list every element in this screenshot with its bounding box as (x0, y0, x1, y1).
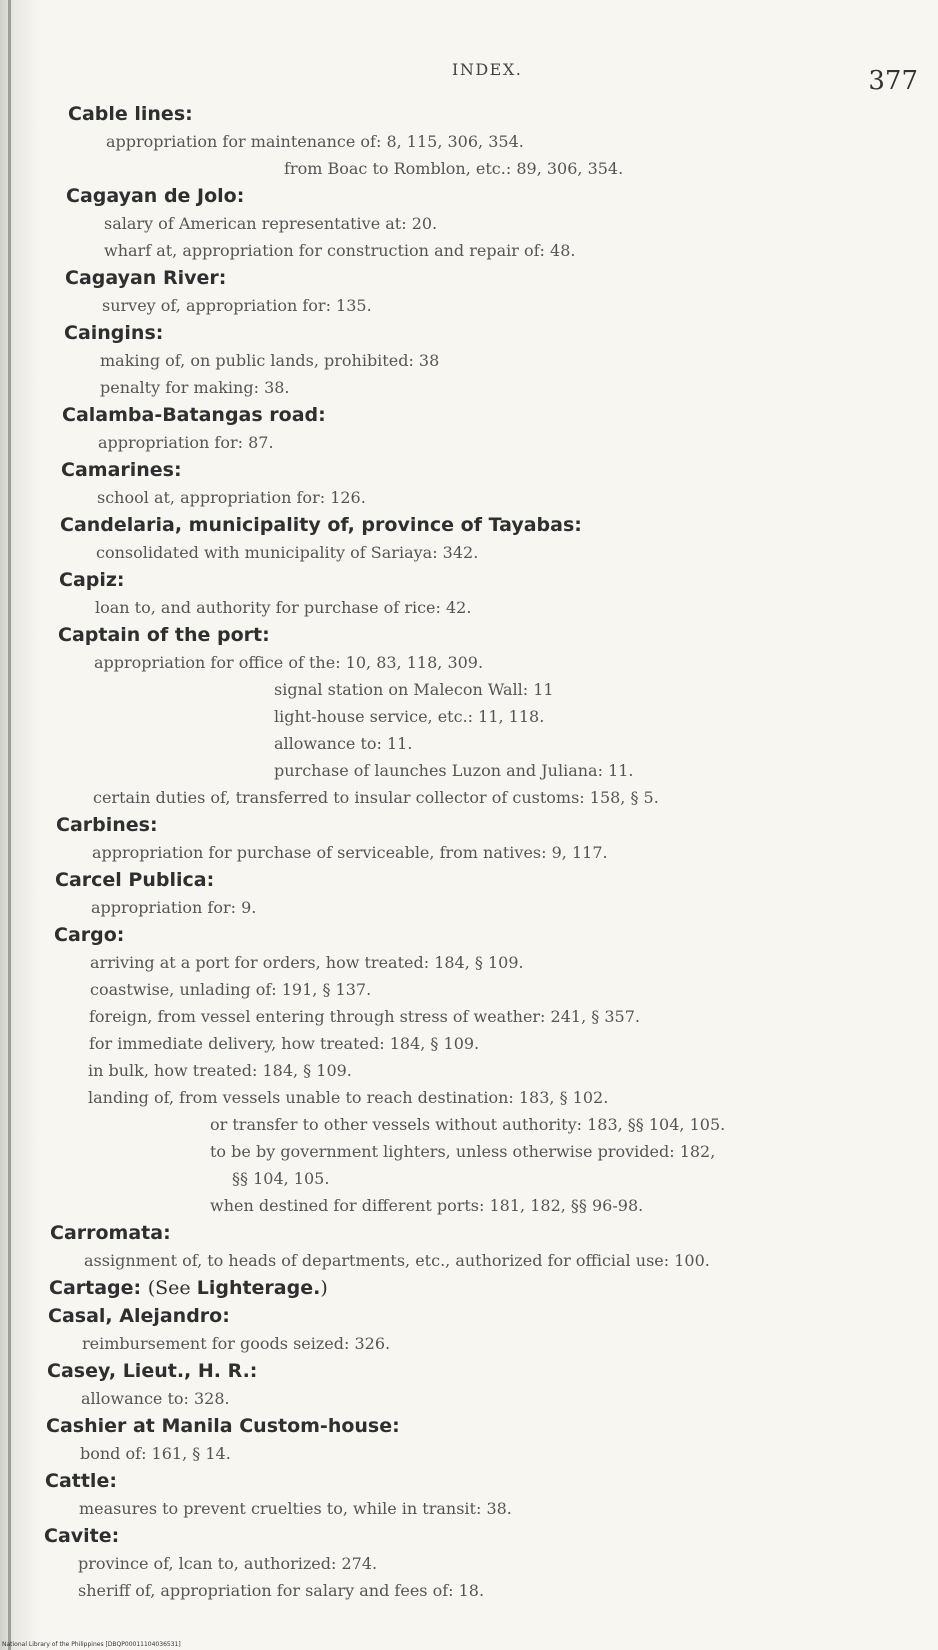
page-header (0, 58, 938, 98)
entry-sub: allowance to: 11. (274, 734, 413, 753)
entry-sub: survey of, appropriation for: 135. (102, 296, 372, 315)
index-entry (0, 100, 938, 182)
entry-sub: appropriation for maintenance of: 8, 115, 306, 354. (106, 132, 524, 151)
entry-heading-with-reference (49, 1274, 938, 1302)
index-entry (0, 1274, 938, 1302)
entry-heading: Camarines: (61, 459, 182, 481)
entry-heading: Casal, Alejandro: (48, 1305, 230, 1327)
entry-heading: Cagayan River: (65, 267, 227, 289)
entry-sub: province of, lcan to, authorized: 274. (78, 1554, 378, 1573)
entry-sub: consolidated with municipality of Sariaya: 342. (96, 543, 479, 562)
entry-sub: sheriff of, appropriation for salary and fees of: 18. (78, 1581, 485, 1600)
entry-sub: reimbursement for goods seized: 326. (82, 1334, 391, 1353)
entry-heading: Captain of the port: (58, 624, 270, 646)
entry-sub: appropriation for: 87. (98, 433, 274, 452)
entry-heading: Cable lines: (68, 103, 193, 125)
index-entry (0, 566, 938, 621)
index-entry (0, 621, 938, 811)
running-head: INDEX. (452, 60, 523, 79)
index-entry (0, 921, 938, 1219)
index-list (0, 100, 938, 1604)
index-entry (0, 811, 938, 866)
index-entry (0, 866, 938, 921)
entry-sub: assignment of, to heads of departments, etc., authorized for official use: 100. (84, 1251, 710, 1270)
entry-heading: Carcel Publica: (55, 869, 215, 891)
entry-heading: Cagayan de Jolo: (66, 185, 245, 207)
entry-heading: Casey, Lieut., H. R.: (47, 1360, 258, 1382)
index-entry (0, 456, 938, 511)
entry-sub: making of, on public lands, prohibited: 38 (100, 351, 440, 370)
entry-heading: Cartage: (49, 1277, 142, 1299)
entry-heading: Carromata: (50, 1222, 171, 1244)
entry-sub: bond of: 161, § 14. (80, 1444, 231, 1463)
entry-heading: Capiz: (59, 569, 125, 591)
entry-sub: §§ 104, 105. (232, 1169, 330, 1188)
entry-heading: Calamba-Batangas road: (62, 404, 326, 426)
index-entry (0, 1412, 938, 1467)
cross-reference-prefix: (See (147, 1277, 197, 1299)
entry-sub: from Boac to Romblon, etc.: 89, 306, 354. (284, 159, 624, 178)
cross-reference-suffix: ) (320, 1277, 328, 1299)
index-entry (0, 1522, 938, 1604)
entry-sub: purchase of launches Luzon and Juliana: 11. (274, 761, 634, 780)
scan-credit: National Library of the Philippines [DBQP00011104036531] (2, 1641, 181, 1648)
entry-sub: arriving at a port for orders, how treated: 184, § 109. (90, 953, 524, 972)
index-entry (0, 1357, 938, 1412)
entry-sub: to be by government lighters, unless otherwise provided: 182, (210, 1142, 716, 1161)
entry-sub: appropriation for: 9. (91, 898, 257, 917)
entry-heading: Cattle: (45, 1470, 117, 1492)
entry-sub: appropriation for office of the: 10, 83, 118, 309. (94, 653, 484, 672)
entry-sub: measures to prevent cruelties to, while in transit: 38. (79, 1499, 512, 1518)
entry-sub: school at, appropriation for: 126. (97, 488, 366, 507)
cross-reference-link: Lighterage. (196, 1277, 321, 1299)
entry-heading: Carbines: (56, 814, 158, 836)
entry-sub: in bulk, how treated: 184, § 109. (88, 1061, 352, 1080)
entry-sub: certain duties of, transferred to insular collector of customs: 158, § 5. (93, 788, 659, 807)
entry-heading: Cargo: (54, 924, 125, 946)
entry-heading: Candelaria, municipality of, province of Tayabas: (60, 514, 582, 536)
entry-sub: signal station on Malecon Wall: 11 (274, 680, 554, 699)
entry-sub: light-house service, etc.: 11, 118. (274, 707, 545, 726)
index-entry (0, 1467, 938, 1522)
entry-sub: salary of American representative at: 20. (104, 214, 438, 233)
entry-sub: coastwise, unlading of: 191, § 137. (90, 980, 372, 999)
entry-heading: Caingins: (64, 322, 164, 344)
index-entry (0, 511, 938, 566)
entry-sub: landing of, from vessels unable to reach destination: 183, § 102. (88, 1088, 609, 1107)
entry-sub: foreign, from vessel entering through stress of weather: 241, § 357. (89, 1007, 640, 1026)
entry-sub: allowance to: 328. (81, 1389, 230, 1408)
entry-sub: wharf at, appropriation for construction and repair of: 48. (104, 241, 576, 260)
entry-sub: for immediate delivery, how treated: 184, § 109. (89, 1034, 480, 1053)
entry-sub: when destined for different ports: 181, 182, §§ 96-98. (210, 1196, 644, 1215)
entry-heading: Cashier at Manila Custom-house: (46, 1415, 400, 1437)
entry-heading: Cavite: (44, 1525, 120, 1547)
index-entry (0, 401, 938, 456)
entry-sub: or transfer to other vessels without authority: 183, §§ 104, 105. (210, 1115, 726, 1134)
index-entry (0, 1219, 938, 1274)
entry-sub: loan to, and authority for purchase of rice: 42. (95, 598, 472, 617)
entry-sub: appropriation for purchase of serviceable, from natives: 9, 117. (92, 843, 608, 862)
page-number: 377 (868, 66, 918, 96)
index-entry (0, 1302, 938, 1357)
index-entry (0, 182, 938, 264)
index-entry (0, 319, 938, 401)
index-entry (0, 264, 938, 319)
entry-sub: penalty for making: 38. (100, 378, 290, 397)
